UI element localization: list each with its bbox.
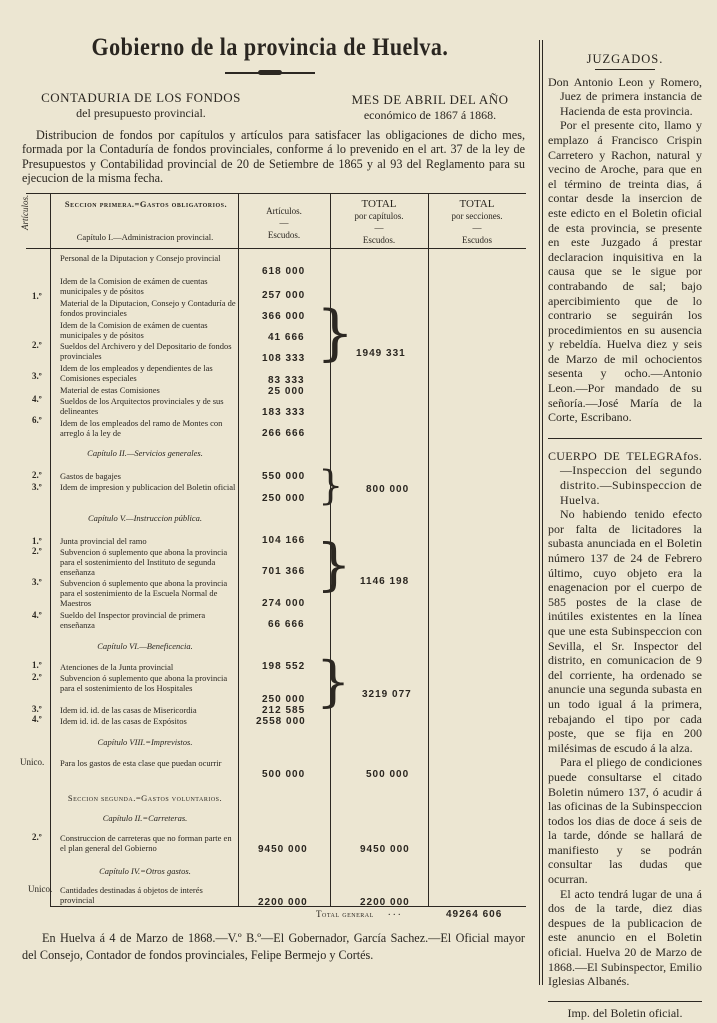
table-row-amount: 500 000 <box>262 769 306 780</box>
table-row-amount: 266 666 <box>262 428 306 439</box>
cap2v-heading: Capítulo II.=Carreteras. <box>102 813 188 823</box>
table-row-article: 4.º <box>32 394 42 404</box>
right-column <box>548 52 702 1020</box>
col-header-articulos-label: Artículos. <box>266 206 302 216</box>
cap1-brace: } <box>316 298 355 368</box>
table-row-amount: 83 333 <box>268 375 305 386</box>
title-ornament-center <box>258 70 282 75</box>
table-row-amount: 618 000 <box>262 266 306 277</box>
table-row-amount: 66 666 <box>268 619 305 630</box>
intro-paragraph: Distribucion de fondos por capítulos y artículos para satisfacer las obligaciones de dicho mes, formada por la Contaduría de fondos provinciales, conforme á lo prevenido en el art. 37 de la ley de Presupuestos y Contabilidad provincial de 20 de Setiembre de 1865 y al 93 del Reglamento para su ejecucion de la misma fecha. <box>22 128 525 185</box>
column-divider <box>539 40 540 985</box>
juzgados-heading: JUZGADOS. <box>586 52 664 66</box>
col-rule-cap <box>428 193 429 906</box>
imprint: Imp. del Boletin oficial. <box>567 1005 683 1020</box>
col-header-secciones-unit: Escudos <box>462 235 492 245</box>
month-line1: MES DE ABRIL DEL AÑO <box>351 92 509 107</box>
table-row-desc: Idem de la Comision de exámen de cuentas municipales y de pósitos <box>60 320 208 340</box>
telegrafos-heading: CUERPO DE TELEGRAfos.—Inspeccion del segundo distrito.—Subinspeccion de Huelva. <box>548 448 702 507</box>
table-row-article: 6.º <box>32 415 42 425</box>
cap6-total: 3219 077 <box>362 689 412 700</box>
table-row-amount: 25 000 <box>268 386 305 397</box>
cap2v-total: 9450 000 <box>360 844 410 855</box>
table-row-desc: Sueldos del Archivero y del Depositario de fondos provinciales <box>60 341 232 361</box>
table-row-article: 3.º <box>32 371 42 381</box>
total-general-label: Total general <box>316 909 374 919</box>
table-row-amount: 257 000 <box>262 290 306 301</box>
table-row-article: 2.º <box>32 340 42 350</box>
table-row-amount: 250 000 <box>262 694 306 705</box>
table-row-article: 4.º <box>32 714 42 724</box>
table-row-desc: Idem de los empleados del ramo de Montes con arreglo á la ley de <box>60 418 223 438</box>
col-header-dash: — <box>279 218 289 228</box>
page-title: Gobierno de la provincia de Huelva. <box>91 32 449 61</box>
table-row-desc: Atenciones de la Junta provincial <box>60 662 174 672</box>
cap5-heading: Capítulo V.—Instruccion pública. <box>87 513 203 523</box>
section-rule <box>548 438 702 439</box>
table-header-rule <box>26 248 526 249</box>
table-row-desc: Idem id. id. de las casas de Expósitos <box>60 716 187 726</box>
table-row-article: 2.º <box>32 832 42 842</box>
seccion-segunda-heading: Seccion segunda.=Gastos voluntarios. <box>67 793 223 803</box>
table-row-desc: Idem de los empleados y dependientes de las Comisiones especiales <box>60 363 213 383</box>
table-row-amount: 2200 000 <box>258 897 308 908</box>
department-line1: CONTADURIA DE LOS FONDOS <box>41 90 241 105</box>
table-row-article: 3.º <box>32 704 42 714</box>
cap8-heading: Capítulo VIII.=Imprevistos. <box>97 737 193 747</box>
table-row-amount: 550 000 <box>262 471 306 482</box>
table-row-article: 3.º <box>32 577 42 587</box>
col-header-capitulos-total: TOTAL <box>361 198 397 210</box>
table-row-desc: Material de estas Comisiones <box>60 385 160 395</box>
table-top-rule <box>26 193 526 194</box>
cap2-total: 800 000 <box>366 484 410 495</box>
month-line2: económico de 1867 á 1868. <box>363 108 497 122</box>
col-header-capitulos-unit: Escudos. <box>362 235 396 245</box>
imprint-rule <box>548 1001 702 1002</box>
cap1-total: 1949 331 <box>356 348 406 359</box>
table-row-amount: 274 000 <box>262 598 306 609</box>
table-row-amount: 212 585 <box>262 705 306 716</box>
table-row-amount: 250 000 <box>262 493 306 504</box>
col-header-secciones-total: TOTAL <box>459 198 495 210</box>
table-row-desc: Construccion de carreteras que no forman parte en el plan general del Gobierno <box>60 833 232 853</box>
table-row-article: 1.º <box>32 660 42 670</box>
table-row-amount: 366 000 <box>262 311 306 322</box>
table-row-desc: Subvencion ó suplemento que abona la provincia para el sostenimiento de la Escuela Normal de Maestros <box>60 578 228 608</box>
table-row-desc: Sueldo del Inspector provincial de primera enseñanza <box>60 610 206 630</box>
table-row-article: 3.º <box>32 482 42 492</box>
table-row-desc: Idem id. id. de las casas de Misericordia <box>60 705 197 715</box>
acto-paragraph: El acto tendrá lugar de una á dos de la tarde, diez dias despues de la publicacion de este anuncio en el Boletin oficial. Huelva 20 de Marzo de 1868.—El Subinspector, Emilio Iglesias Albanés. <box>548 886 702 989</box>
table-row-amount: 2558 000 <box>256 716 306 727</box>
table-row-amount: 701 366 <box>262 566 306 577</box>
department-line2: del presupuesto provincial. <box>76 106 206 120</box>
col-header-articulos-unit: Escudos. <box>267 230 301 240</box>
table-row-amount: 104 166 <box>262 535 306 546</box>
month-heading <box>340 92 520 123</box>
table-row-article: 2.º <box>32 470 42 480</box>
table-row-article: 4.º <box>32 610 42 620</box>
table-row-desc: Material de la Diputacion, Consejo y Contaduría de fondos provinciales <box>60 298 236 318</box>
cap4-total: 2200 000 <box>360 897 410 908</box>
col-header-capitulos-label: por capítulos. <box>354 211 404 221</box>
table-row-amount: 183 333 <box>262 407 306 418</box>
juzgados-rule <box>595 69 655 70</box>
table-row-desc: Idem de la Comision de exámen de cuentas municipales y de pósitos <box>60 276 208 296</box>
cap5-total: 1146 198 <box>360 576 410 587</box>
cap2-heading: Capítulo II.—Servicios generales. <box>87 448 203 458</box>
cap5-brace: } <box>316 533 352 598</box>
table-row-article: 1.º <box>32 291 42 301</box>
table-row-desc: Cantidades destinadas á objetos de interés provincial <box>60 885 203 905</box>
table-row-amount: 108 333 <box>262 353 306 364</box>
table-row-article: 1.º <box>32 536 42 546</box>
table-row-amount: 198 552 <box>262 661 306 672</box>
table-row-desc: Subvencion ó suplemento que abona la provincia para el sostenimiento de los Hospitales <box>60 673 228 693</box>
table-row-article: 2.º <box>32 546 42 556</box>
subasta-paragraph: No habiendo tenido efecto por falta de licitadores la subasta anunciada en el Boletin número 137 de 24 de Febrero último, cuyo objeto era la enagenacion por el cuerpo de 585 postes de la clase de inútiles existentes en la línea que une esta Subinspeccion con Sevilla, el Sr. Inspector del distrito, en comunicacion de 9 del corriente, ha ordenado se anuncie una segunda subasta en un todo igual á la primera, rebajando el tipo por cada poste, que se fija en 200 milésimas de escudo á la alza. <box>548 507 702 755</box>
col-header-capitulos <box>331 198 427 246</box>
column-divider-inner <box>542 40 543 985</box>
col-rule-art <box>50 193 51 906</box>
cap2-brace: } <box>318 463 344 509</box>
seccion-primera-heading: Seccion primera.=Gastos obligatorios. <box>64 199 228 209</box>
cap1-heading: Capítulo I.—Administracion provincial. <box>76 232 214 242</box>
table-row-desc: Junta provincial del ramo <box>60 536 147 546</box>
table-row-desc: Subvencion ó suplemento que abona la provincia para el sostenimiento del Instituto de segunda enseñanza <box>60 547 228 577</box>
articulos-side-label: Artículos. <box>20 194 30 230</box>
col-header-secciones-label: por secciones. <box>451 211 503 221</box>
table-row-amount: 41 666 <box>268 332 305 343</box>
total-dots: . . . <box>388 907 401 918</box>
table-row-desc: Idem de impresion y publicacion del Boletin oficial <box>60 482 236 492</box>
cap6-heading: Capítulo VI.—Beneficencia. <box>97 641 193 651</box>
pliego-paragraph: Para el pliego de condiciones puede consultarse el citado Boletin número 137, ó acudir á las oficinas de la Subinspeccion todos los dias de doce á seis de la tarde, dónde se hallará de manifiesto y se podrán consultar las dudas que ocurran. <box>548 755 702 887</box>
col-header-dash: — <box>472 223 482 233</box>
col-header-articulos <box>239 205 329 241</box>
department-heading <box>36 90 246 121</box>
table-row-desc: Gastos de bagajes <box>60 471 121 481</box>
table-row-article: Unico. <box>28 884 53 894</box>
table-row-desc: Sueldos de los Arquitectos provinciales y de sus delineantes <box>60 396 224 416</box>
col-header-secciones <box>429 198 525 246</box>
cap8-total: 500 000 <box>366 769 410 780</box>
table-row-article: 2.º <box>32 672 42 682</box>
table-row-article: Unico. <box>20 757 45 767</box>
table-row-desc: Personal de la Diputacion y Consejo provincial <box>60 253 221 263</box>
footer-signature: En Huelva á 4 de Marzo de 1868.—V.º B.º—El Gobernador, García Sachez.—El Oficial mayor del Consejo, Contador de fondos provinciales, Felipe Bermejo y Cortés. <box>22 931 525 962</box>
edict-paragraph: Por el presente cito, llamo y emplazo á Francisco Crispin Carretero y Rachon, natural y vecino de Aroche, para que en el término de treinta dias, á contar desde la insercion de este edicto en el Boletin oficial de esta provincia, se presente en este Juzgado á prestar declaracion inquisitiva en la causa que se le sigue por contrabando de sal; bajo apercibimiento que de lo contrario se seguirán los procedimientos en su ausencia y rebeldía. Huelva diez y seis de Marzo de mil ochocientos sesenta y ocho.—Antonio Leon.—Por mandado de su señoría.—José María de la Corte, Escribano. <box>548 118 702 425</box>
juez-paragraph: Don Antonio Leon y Romero, Juez de primera instancia de Hacienda de esta provincia. <box>548 74 702 118</box>
table-row-amount: 9450 000 <box>258 844 308 855</box>
table-row-desc: Para los gastos de esta clase que puedan ocurrir <box>60 758 222 768</box>
col-header-dash: — <box>374 223 384 233</box>
cap6-brace: } <box>316 650 351 713</box>
total-general-value: 49264 606 <box>446 909 503 920</box>
col-rule-desc <box>238 193 239 906</box>
cap4-heading: Capítulo IV.=Otros gastos. <box>99 866 191 876</box>
